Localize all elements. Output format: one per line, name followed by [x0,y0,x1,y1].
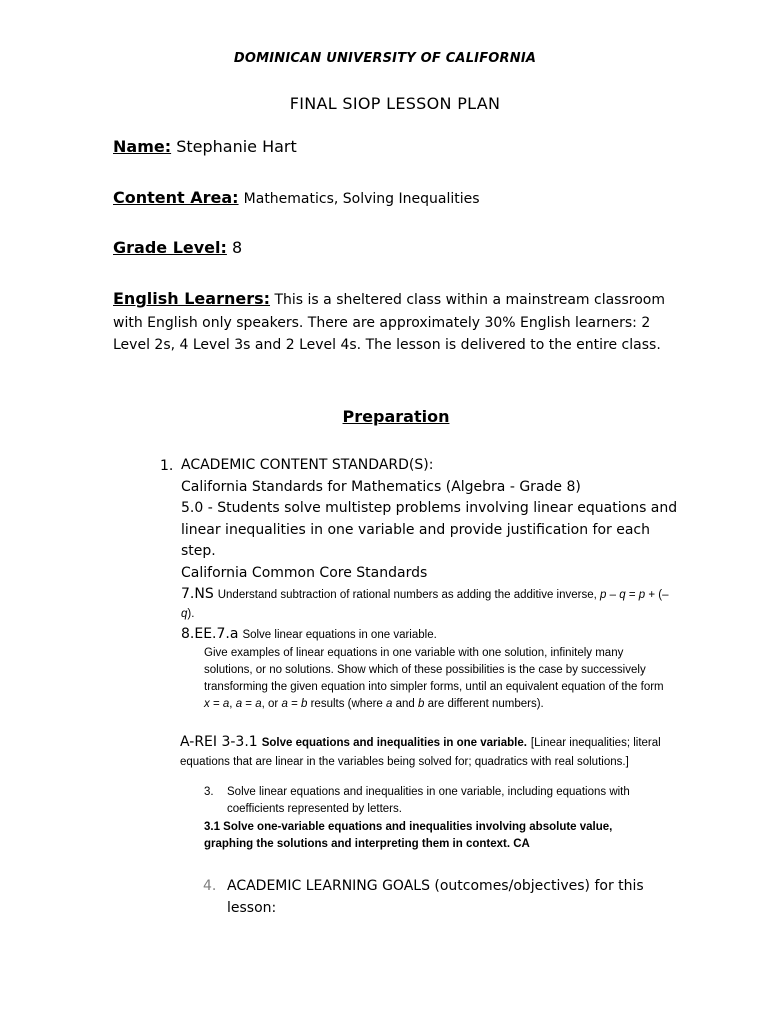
grade-level-field [113,238,242,257]
arei-3-number: 3. [204,786,214,798]
content-area-label: Content Area: [113,188,239,207]
standard-5-0: 5.0 - Students solve multistep problems involving linear equations and linear inequalities in one variable and provide justification for each step. [181,500,678,559]
item-1-number: 1. [160,458,174,474]
academic-learning-goals: ACADEMIC LEARNING GOALS (outcomes/objectives) for this lesson: [227,878,644,916]
item-4-number: 4. [203,878,217,894]
ccss-heading: California Common Core Standards [181,564,428,581]
arei-code: A-REI 3-3.1 [180,734,258,750]
page-title: FINAL SIOP LESSON PLAN [289,94,501,113]
ca-math-standards: California Standards for Mathematics (Algebra - Grade 8) [181,478,581,495]
arei-3-text: Solve linear equations and inequalities in one variable, including equations with coefficients represented by letters. [227,786,630,815]
arei-3-1-text: 3.1 Solve one-variable equations and inequalities involving absolute value, graphing the solutions and interpreting them in context. CA [204,821,613,850]
preparation-heading: Preparation [342,407,450,426]
ns-code: 7.NS [181,586,214,602]
university-name: DOMINICAN UNIVERSITY OF CALIFORNIA [233,51,537,66]
content-area-field [113,188,480,207]
ee-title: Solve linear equations in one variable. [242,629,437,641]
name-field [113,137,297,156]
english-learners-text: This is a sheltered class within a mainstream classroom with English only speakers. There are approximately 30% English learners: 2 Level 2s, 4 Level 3s and 2 Level 4s. The lesson is delivered to the entire class. [113,292,665,353]
ee-code: 8.EE.7.a [181,626,239,642]
name-label: Name: [113,137,172,156]
academic-content-standards [181,455,681,584]
english-learners-label: English Learners: [113,289,271,308]
standard-8ee7a-text: Give examples of linear equations in one variable with one solution, infinitely many solutions, or no solutions. Show which of these possibilities is the case by successively transforming the given equation into simpler forms, until an equivalent equation of the form x = a, a = a, or a = b results (where a and b are different numbers). [204,647,664,710]
content-area-value: Mathematics, Solving Inequalities [243,191,480,207]
arei-title: Solve equations and inequalities in one variable. [261,737,527,749]
standards-heading: ACADEMIC CONTENT STANDARD(S): [181,457,434,473]
grade-level-label: Grade Level: [113,238,227,257]
grade-level-value: 8 [232,238,243,257]
standard-8ee7a-heading [181,625,681,644]
standard-7ns [181,585,681,623]
english-learners-paragraph [113,288,683,357]
arei-note: [Linear inequalities; literal equations that are linear in the variables being solved for; quadratics with real solutions.] [180,737,661,768]
ns-text: Understand subtraction of rational numbers as adding the additive inverse, p – q = p + (–q). [181,589,669,620]
standard-arei [180,733,680,771]
name-value: Stephanie Hart [176,137,297,156]
